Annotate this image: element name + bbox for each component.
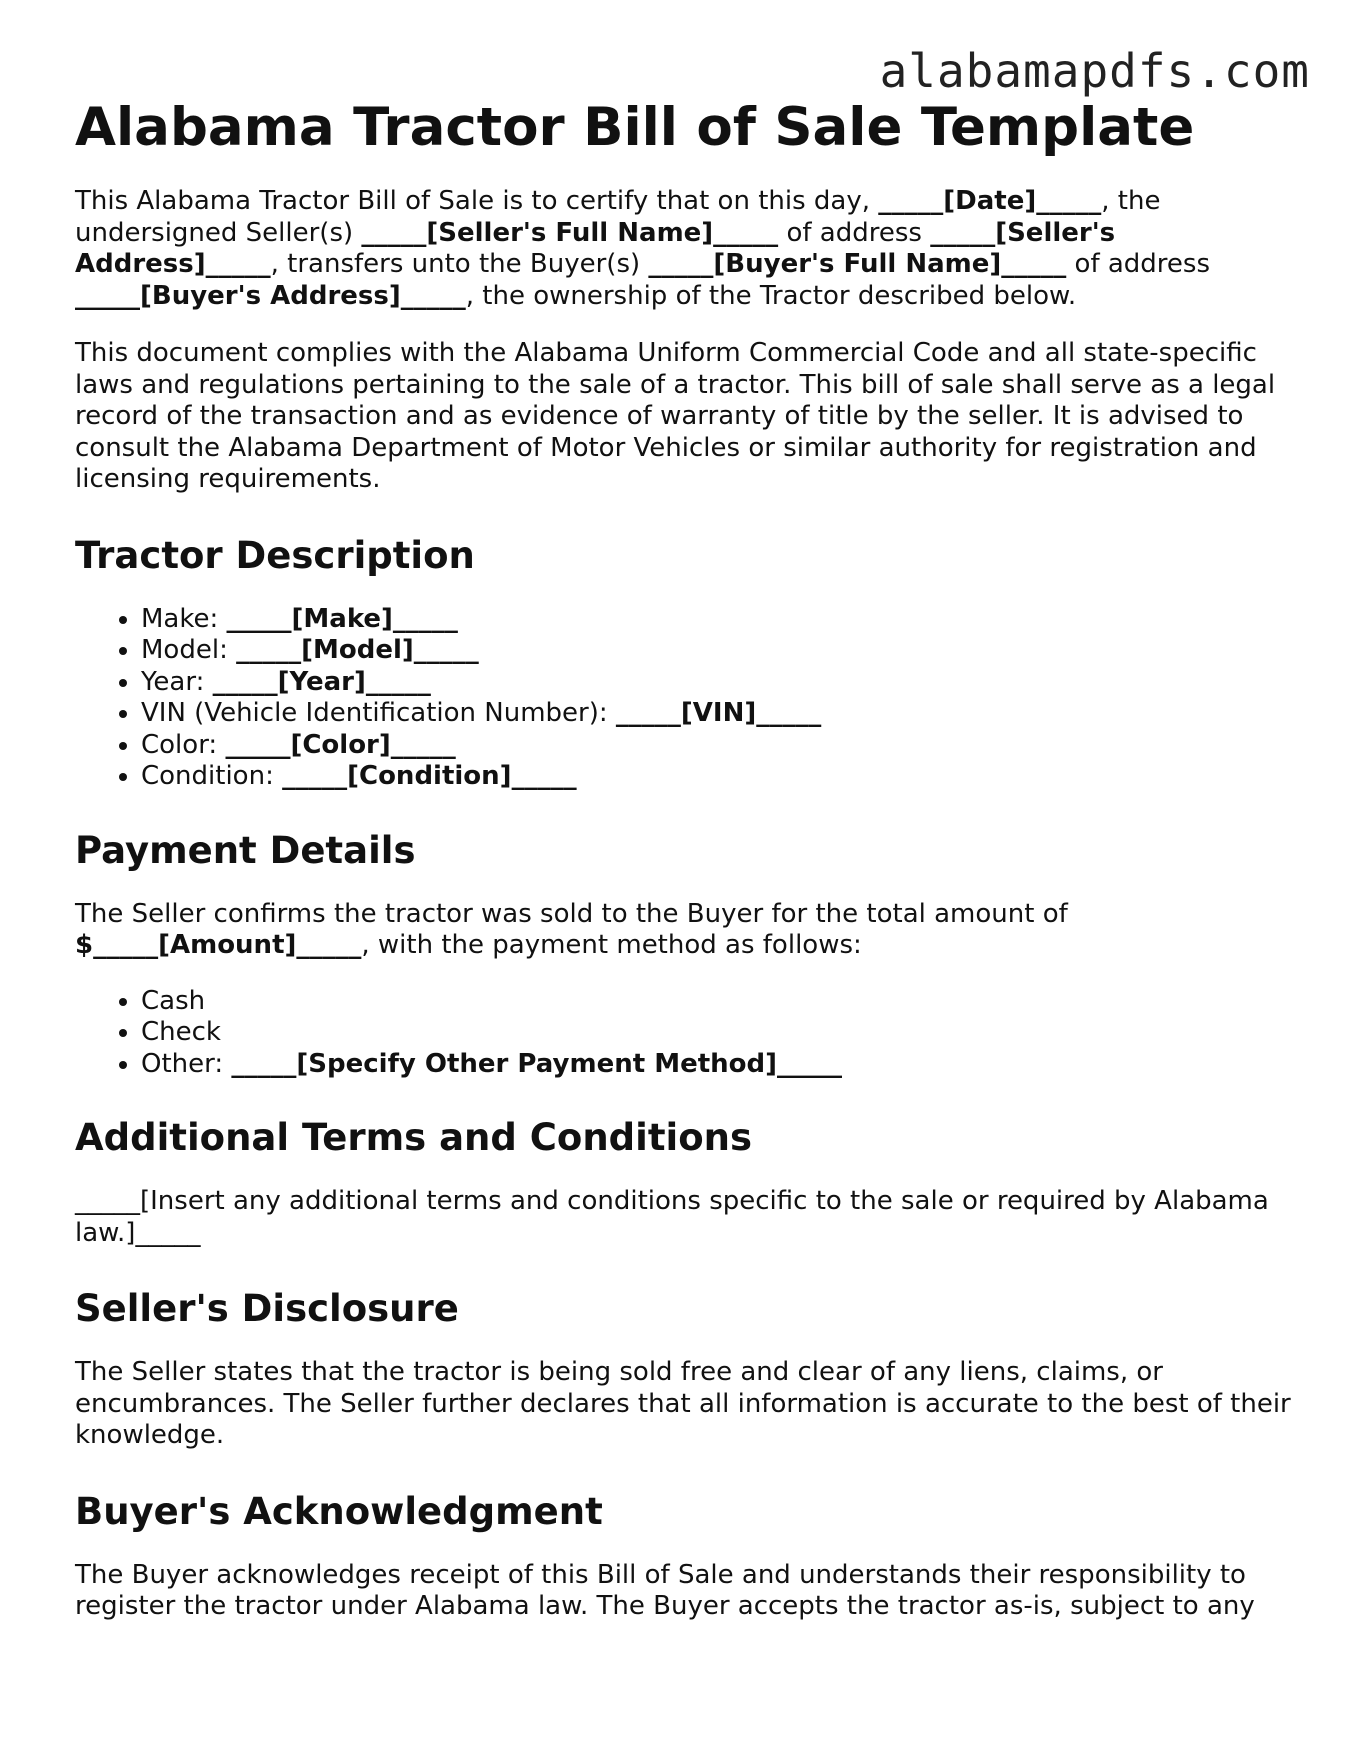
vin-label: VIN (Vehicle Identification Number): — [141, 698, 616, 728]
color-label: Color: — [141, 729, 226, 760]
other-label: Other: — [141, 1048, 232, 1079]
amount-field: $_____[Amount]_____ — [75, 930, 362, 960]
intro-text-1: This Alabama Tractor Bill of Sale is to certify that on this day, — [75, 186, 879, 216]
list-item-model — [141, 635, 1295, 667]
buyer-name-field: _____[Buyer's Full Name]_____ — [648, 249, 1067, 279]
sellers-disclosure-paragraph: The Seller states that the tractor is being sold free and clear of any liens, claims, or encumbrances. The Seller further declares that all information is accurate to the best of their knowledge. — [75, 1357, 1291, 1450]
tractor-description-list — [75, 604, 1295, 793]
payment-text-2: , with the payment method as follows: — [361, 930, 862, 960]
model-field: _____[Model]_____ — [236, 635, 479, 665]
date-field: _____[Date]_____ — [878, 186, 1102, 216]
intro-text-6: , the ownership of the Tractor described below. — [465, 280, 1077, 311]
compliance-paragraph: This document complies with the Alabama Uniform Commercial Code and all state-specific laws and regulations pertaining to the sale of a tractor. This bill of sale shall serve as a legal record of the transaction and as evidence of warranty of title by the seller. It is advised to consult the Alabama Department of Motor Vehicles or similar authority for registration and licensing requirements. — [75, 338, 1276, 494]
color-field: _____[Color]_____ — [225, 729, 456, 760]
list-item-year — [141, 667, 1295, 699]
model-label: Model: — [141, 635, 237, 665]
make-field: _____[Make]_____ — [226, 603, 458, 634]
buyers-acknowledgment-heading: Buyer's Acknowledgment — [75, 1489, 603, 1533]
payment-paragraph — [75, 899, 1295, 962]
intro-text-2: , the undersigned Seller(s) — [75, 186, 1161, 248]
document-title: Alabama Tractor Bill of Sale Template — [75, 97, 1195, 158]
payment-details-heading: Payment Details — [75, 828, 416, 872]
additional-terms-heading: Additional Terms and Conditions — [75, 1116, 752, 1159]
condition-field: _____[Condition]_____ — [282, 761, 577, 791]
intro-paragraph — [75, 186, 1295, 312]
additional-terms-paragraph: _____[Insert any additional terms and conditions specific to the sale or required by Alabama law.]_____ — [75, 1186, 1269, 1248]
tractor-description-heading: Tractor Description — [75, 533, 475, 577]
make-label: Make: — [141, 603, 227, 634]
payment-method-list — [75, 986, 1295, 1081]
seller-address-field: _____[Seller's Address]_____ — [75, 217, 1116, 279]
list-item-vin — [141, 698, 1295, 730]
list-item-cash: • Cash — [141, 986, 1295, 1018]
intro-text-5: of address — [1066, 249, 1211, 279]
site-watermark: alabamapdfs.com — [879, 44, 1310, 98]
list-item-check: • Check — [141, 1017, 1295, 1049]
condition-label: Condition: — [141, 761, 283, 791]
buyer-address-field: _____[Buyer's Address]_____ — [75, 280, 466, 311]
year-label: Year: — [141, 666, 213, 697]
sellers-disclosure-heading: Seller's Disclosure — [75, 1287, 459, 1330]
year-field: _____[Year]_____ — [212, 666, 431, 697]
seller-name-field: _____[Seller's Full Name]_____ — [361, 217, 779, 248]
vin-field: _____[VIN]_____ — [615, 698, 822, 728]
list-item-condition — [141, 761, 1295, 793]
payment-text-1: The Seller confirms the tractor was sold to the Buyer for the total amount of — [75, 898, 1068, 929]
list-item-color — [141, 730, 1295, 762]
list-item-make — [141, 604, 1295, 636]
other-payment-field: _____[Specify Other Payment Method]_____ — [231, 1048, 842, 1079]
document-body — [75, 94, 1295, 1623]
list-item-other — [141, 1049, 1295, 1081]
intro-text-3: of address — [778, 217, 931, 248]
intro-text-4: , transfers unto the Buyer(s) — [270, 249, 649, 279]
buyers-acknowledgment-paragraph: The Buyer acknowledges receipt of this Bill of Sale and understands their responsibility to register the tractor under Alabama law. The Buyer accepts the tractor as-is, subject to any — [75, 1559, 1255, 1621]
